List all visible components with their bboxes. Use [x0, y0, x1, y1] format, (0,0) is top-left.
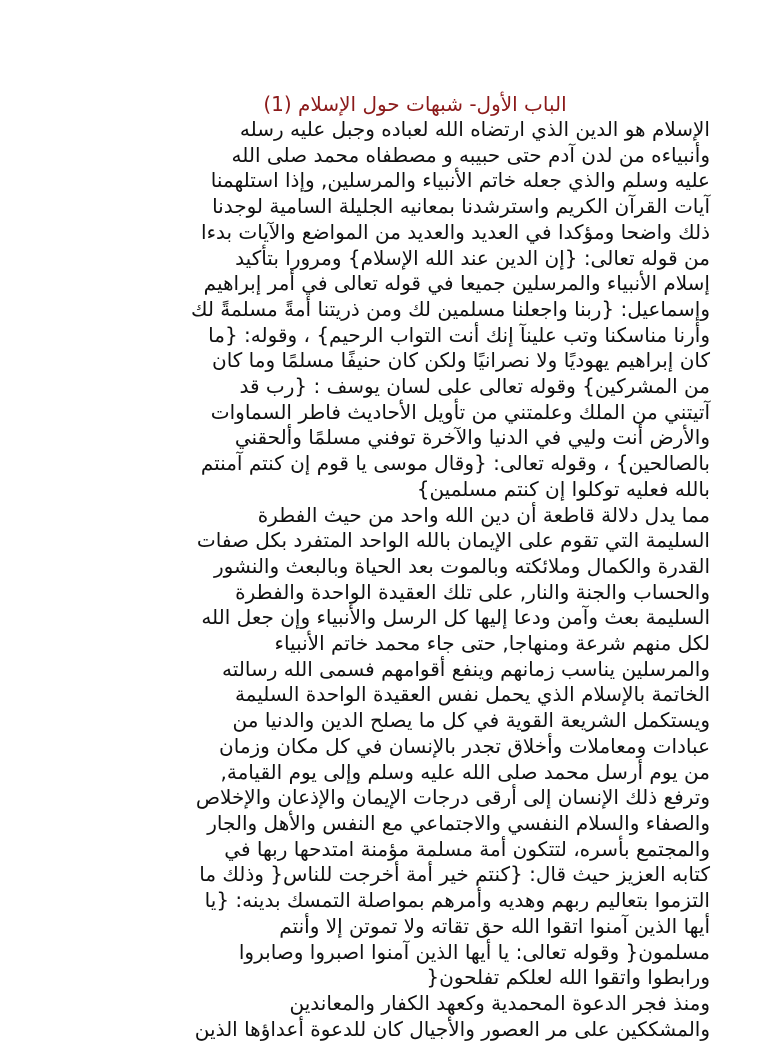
text-line: والصفاء والسلام النفسي والاجتماعي مع النفس والأهل والجار: [207, 810, 710, 835]
text-line: وأنبياءه من لدن آدم حتى حبيبه و مصطفاه محمد صلى الله: [231, 142, 710, 167]
text-line: وأرنا مناسكنا وتب علينآ إنك أنت التواب الرحيم} ، وقوله: {ما: [208, 322, 710, 347]
text-line: ويستكمل الشريعة القوية في كل ما يصلح الدين والدنيا من: [232, 708, 710, 733]
text-line: والمجتمع بأسره، لتتكون أمة مسلمة مؤمنة امتدحها ربها في: [224, 836, 710, 861]
text-line: كتابه العزيز حيث قال: {كنتم خير أمة أخرجت للناس{ وذلك ما: [199, 862, 710, 887]
text-line: السليمة بعث وآمن ودعا إليها كل الرسل والأنبياء وإن جعل الله: [201, 605, 710, 630]
text-line: من المشركين} وقوله تعالى على لسان يوسف : {رب قد: [239, 374, 710, 399]
text-line: بالله فعليه توكلوا إن كنتم مسلمين}: [416, 476, 710, 501]
text-line: لكل منهم شرعة ومنهاجا, حتى جاء محمد خاتم الأنبياء: [274, 631, 710, 656]
text-line: من يوم أرسل محمد صلى الله عليه وسلم وإلى يوم القيامة,: [220, 759, 710, 784]
text-line: القدرة والكمال وملائكته وبالموت بعد الحياة وبالبعث والنشور: [213, 553, 710, 578]
text-line: من قوله تعالى: {إن الدين عند الله الإسلام} ومرورا بتأكيد: [235, 245, 710, 270]
text-line: بالصالحين} ، وقوله تعالى: {وقال موسى يا قوم إن كنتم آمنتم: [200, 451, 710, 476]
text-line: السليمة التي تقوم على الإيمان بالله الواحد المتفرد بكل صفات: [196, 528, 710, 553]
text-line: التزموا بتعاليم ربهم وهديه وأمرهم بمواصلة التمسك بدينه: {يا: [204, 888, 710, 913]
text-line: مما يدل دلالة قاطعة أن دين الله واحد من حيث الفطرة: [257, 502, 710, 527]
text-line: والمرسلين يناسب زمانهم وينفع أقوامهم فسمى الله رسالته: [222, 656, 710, 681]
text-line: الإسلام هو الدين الذي ارتضاه الله لعباده وجبل عليه رسله: [239, 117, 710, 141]
text-line: عبادات ومعاملات وأخلاق تجدر بالإنسان في كل مكان وزمان: [219, 733, 710, 758]
text-line: والمشككين على مر العصور والأجيال كان للدعوة أعداؤها الذين: [194, 1016, 710, 1041]
document-body: [110, 117, 710, 1042]
text-line: آيات القرآن الكريم واسترشدنا بمعانيه الجليلة السامية لوجدنا: [212, 194, 710, 219]
text-line: أيها الذين آمنوا اتقوا الله حق تقاته ولا تموتن إلا وأنتم: [279, 913, 710, 938]
text-line: ورابطوا واتقوا الله لعلكم تفلحون{: [426, 965, 710, 990]
text-line: ذلك واضحا ومؤكدا في العديد والعديد من المواضع والآيات بدءا: [201, 219, 710, 244]
text-line: وإسماعيل: {ربنا واجعلنا مسلمين لك ومن ذريتنا أمةً مسلمةً لك: [191, 296, 710, 321]
text-line: والحساب والجنة والنار, على تلك العقيدة الواحدة والفطرة: [235, 579, 710, 604]
text-line: والأرض أنت وليي في الدنيا والآخرة توفني مسلمًا وألحقني: [234, 425, 710, 450]
text-line: ومنذ فجر الدعوة المحمدية وكعهد الكفار والمعاندين: [289, 990, 710, 1015]
chapter-title: الباب الأول- شبهات حول الإسلام (1): [263, 92, 567, 116]
text-line: إسلام الأنبياء والمرسلين جميعا في قوله تعالى في أمر إبراهيم: [203, 271, 710, 296]
text-line: آتيتني من الملك وعلمتني من تأويل الأحاديث فاطر السماوات: [210, 399, 710, 424]
text-line: الخاتمة بالإسلام الذي يحمل نفس العقيدة الواحدة السليمة: [234, 682, 710, 707]
text-line: كان إبراهيم يهوديًا ولا نصرانيًا ولكن كان حنيفًا مسلمًا وما كان: [212, 348, 710, 373]
text-line: عليه وسلم والذي جعله خاتم الأنبياء والمرسلين, وإذا استلهمنا: [210, 168, 710, 193]
text-line: مسلمون{ وقوله تعالى: يا أيها الذين آمنوا اصبروا وصابروا: [238, 939, 710, 964]
text-line: وترفع ذلك الإنسان إلى أرقى درجات الإيمان والإذعان والإخلاص: [195, 785, 710, 810]
